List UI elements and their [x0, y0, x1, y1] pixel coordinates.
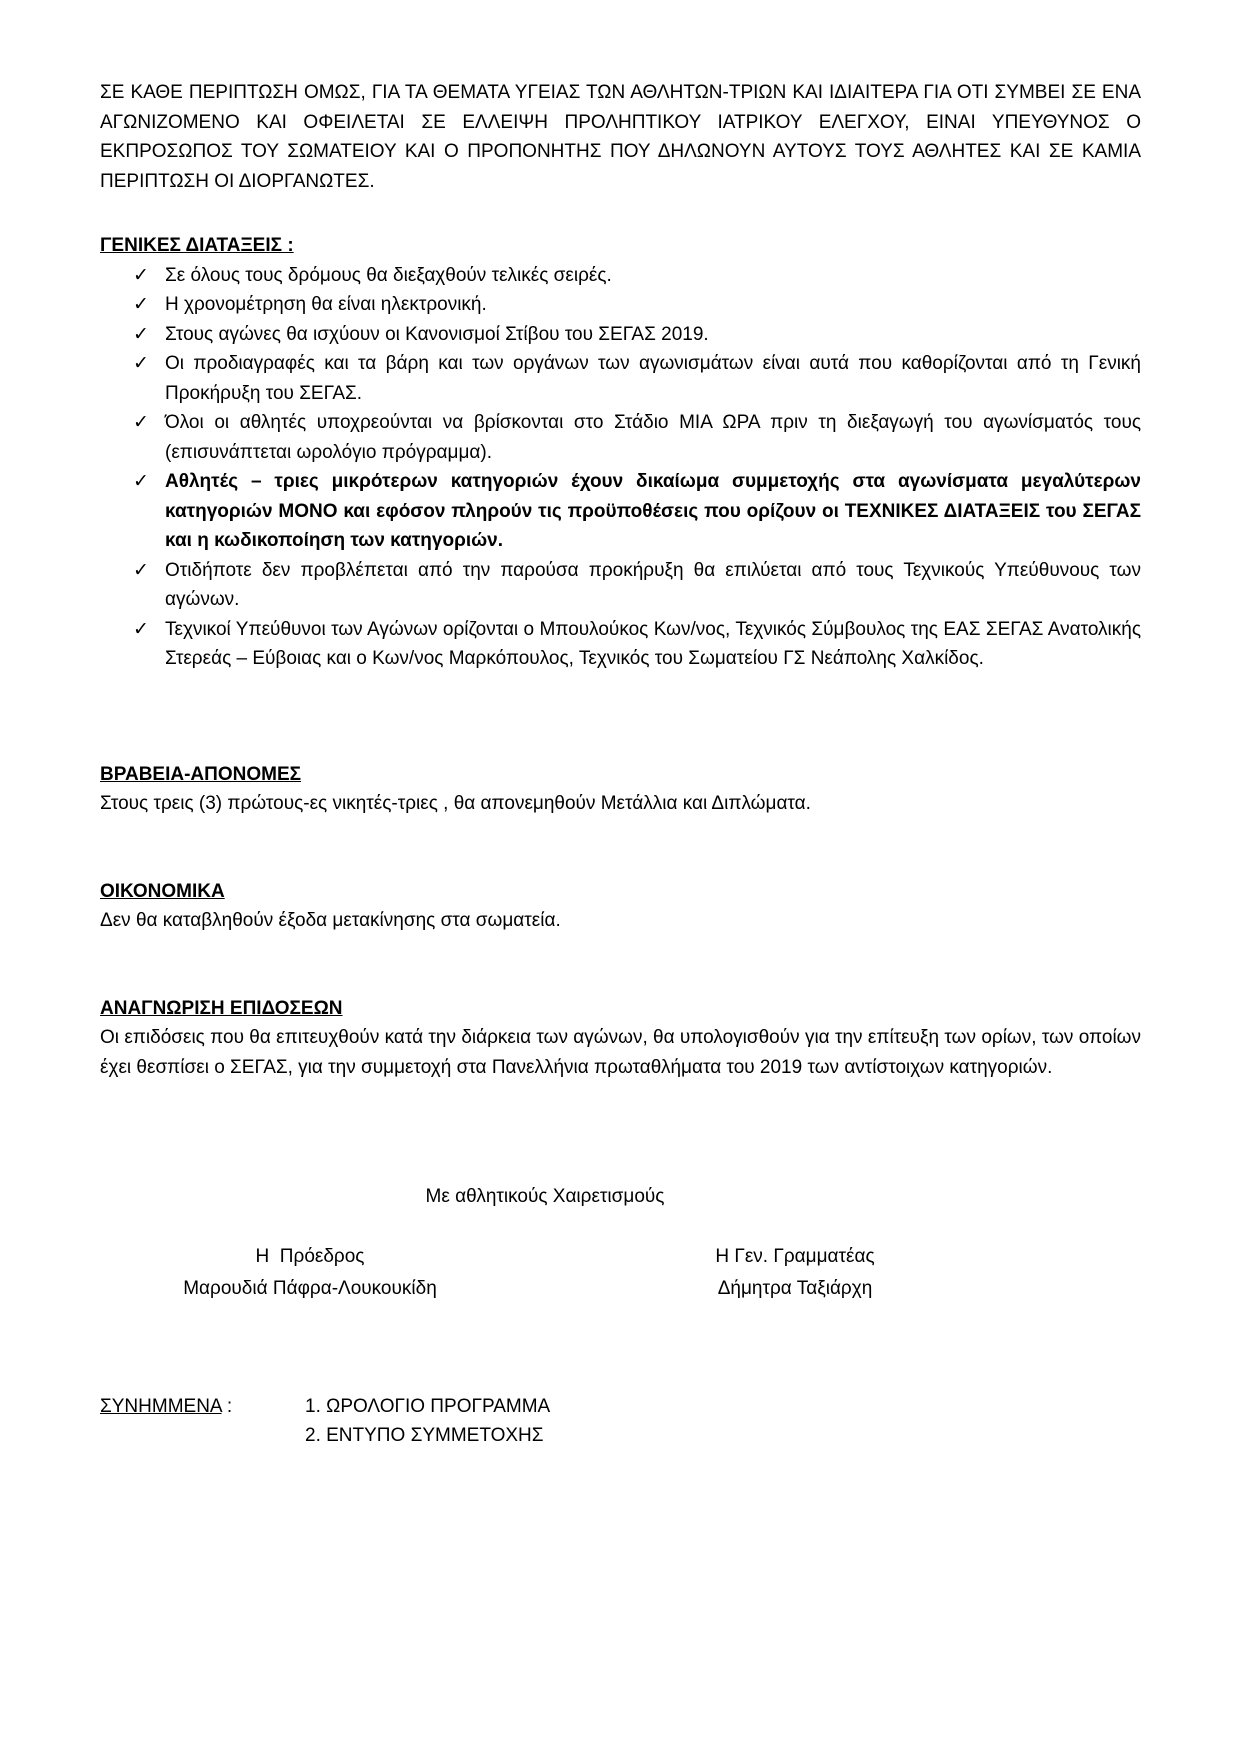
check-icon: ✓: [133, 412, 149, 433]
records-text: Οι επιδόσεις που θα επιτευχθούν κατά την διάρκεια των αγώνων, θα υπολογισθούν για την επίτευξη των ορίων, των οποίων έχει θεσπίσει ο ΣΕΓΑΣ, για την συμμετοχή στα Πανελλήνια πρωταθλήματα του 2019 των αντίστοιχων κατηγοριών.: [100, 1027, 1141, 1078]
checklist-item: [100, 408, 1141, 467]
check-icon: ✓: [133, 618, 149, 640]
checklist-item-text: Αθλητές – τριες μικρότερων κατηγοριών έχουν δικαίωμα συμμετοχής στα αγωνίσματα μεγαλύτερων κατηγοριών ΜΟΝΟ και εφόσον πληρούν τις προϋποθέσεις που ορίζουν οι ΤΕΧΝΙΚΕΣ ΔΙΑΤΑΞΕΙΣ του ΣΕΓΑΣ και η κωδικοποίηση των κατηγοριών.: [165, 471, 1141, 551]
salutation-text: Με αθλητικούς Χαιρετισμούς: [425, 1186, 665, 1207]
attachments-list: [305, 1392, 550, 1451]
secretary-signature: [635, 1242, 955, 1304]
signature-block: [100, 1242, 1141, 1304]
attachments-section: [100, 1392, 1141, 1451]
attachments-label: ΣΥΝΗΜΜΕΝΑ: [100, 1395, 222, 1417]
checklist-item-text: Όλοι οι αθλητές υποχρεούνται να βρίσκονται στο Στάδιο ΜΙΑ ΩΡΑ πριν τη διεξαγωγή του αγωνίσματός τους (επισυνάπτεται ωρολόγιο πρόγραμμα).: [165, 412, 1141, 463]
checklist-item: [100, 556, 1141, 615]
checklist-item-text: Οτιδήποτε δεν προβλέπεται από την παρούσα προκήρυξη θα επιλύεται από τους Τεχνικούς Υπεύθυνους των αγώνων.: [165, 559, 1141, 610]
president-name: Μαρουδιά Πάφρα-Λουκουκίδη: [183, 1278, 437, 1299]
general-provisions-heading: ΓΕΝΙΚΕΣ ΔΙΑΤΑΞΕΙΣ :: [100, 235, 294, 256]
attachments-label-cell: [100, 1392, 305, 1451]
intro-paragraph: ΣΕ ΚΑΘΕ ΠΕΡΙΠΤΩΣΗ ΟΜΩΣ, ΓΙΑ ΤΑ ΘΕΜΑΤΑ ΥΓΕΙΑΣ ΤΩΝ ΑΘΛΗΤΩΝ-ΤΡΙΩΝ ΚΑΙ ΙΔΙΑΙΤΕΡΑ ΓΙΑ ΟΤΙ ΣΥΜΒΕΙ ΣΕ ΕΝΑ ΑΓΩΝΙΖΟΜΕΝΟ ΚΑΙ ΟΦΕΙΛΕΤΑΙ ΣΕ ΕΛΛΕΙΨΗ ΠΡΟΛΗΠΤΙΚΟΥ ΙΑΤΡΙΚΟΥ ΕΛΕΓΧΟΥ, ΕΙΝΑΙ ΥΠΕΥΘΥΝΟΣ Ο ΕΚΠΡΟΣΩΠΟΣ ΤΟΥ ΣΩΜΑΤΕΙΟΥ ΚΑΙ Ο ΠΡΟΠΟΝΗΤΗΣ ΠΟΥ ΔΗΛΩΝΟΥΝ ΑΥΤΟΥΣ ΤΟΥΣ ΑΘΛΗΤΕΣ ΚΑΙ ΣΕ ΚΑΜΙΑ ΠΕΡΙΠΤΩΣΗ ΟΙ ΔΙΟΡΓΑΝΩΤΕΣ.: [100, 82, 1141, 192]
president-title: Η Πρόεδρος: [255, 1245, 365, 1267]
checklist-item-emphasized: [100, 467, 1141, 556]
financial-section: [100, 877, 1141, 936]
awards-section: [100, 760, 1141, 819]
president-signature: [140, 1242, 480, 1304]
checklist-item-text: Η χρονομέτρηση θα είναι ηλεκτρονική.: [165, 294, 487, 315]
checklist-item: [100, 349, 1141, 408]
check-icon: ✓: [133, 471, 149, 492]
records-heading: ΑΝΑΓΝΩΡΙΣΗ ΕΠΙΔΟΣΕΩΝ: [100, 997, 343, 1019]
check-icon: ✓: [133, 294, 149, 315]
attachments-colon: :: [221, 1395, 233, 1417]
checklist-item-text: Στους αγώνες θα ισχύουν οι Κανονισμοί Στίβου του ΣΕΓΑΣ 2019.: [165, 323, 709, 345]
financial-text: Δεν θα καταβληθούν έξοδα μετακίνησης στα σωματεία.: [100, 910, 561, 931]
check-icon: ✓: [133, 264, 149, 286]
secretary-title: Η Γεν. Γραμματέας: [715, 1245, 875, 1267]
checklist-item: [100, 615, 1141, 674]
awards-text: Στους τρεις (3) πρώτους-ες νικητές-τριες , θα απονεμηθούν Μετάλλια και Διπλώματα.: [100, 793, 811, 814]
check-icon: ✓: [133, 323, 149, 345]
checklist-item: [100, 290, 1141, 320]
financial-heading: ΟΙΚΟΝΟΜΙΚΑ: [100, 880, 225, 902]
checklist-item-text: Οι προδιαγραφές και τα βάρη και των οργάνων των αγωνισμάτων είναι αυτά που καθορίζονται από τη Γενική Προκήρυξη του ΣΕΓΑΣ.: [165, 353, 1141, 404]
awards-heading: ΒΡΑΒΕΙΑ-ΑΠΟΝΟΜΕΣ: [100, 763, 302, 785]
salutation: [100, 1182, 990, 1212]
checklist-item: [100, 261, 1141, 291]
check-icon: ✓: [133, 559, 149, 581]
attachment-item: 2. ΕΝΤΥΠΟ ΣΥΜΜΕΤΟΧΗΣ: [305, 1425, 544, 1446]
checklist-item-text: Σε όλους τους δρόμους θα διεξαχθούν τελικές σειρές.: [165, 264, 612, 286]
general-provisions-list: [100, 261, 1141, 674]
checklist-item: [100, 320, 1141, 350]
secretary-name: Δήμητρα Ταξιάρχη: [717, 1278, 873, 1299]
checklist-item-text: Τεχνικοί Υπεύθυνοι των Αγώνων ορίζονται ο Μπουλούκος Κων/νος, Τεχνικός Σύμβουλος της ΕΑΣ ΣΕΓΑΣ Ανατολικής Στερεάς – Εύβοιας και ο Κων/νος Μαρκόπουλος, Τεχνικός του Σωματείου ΓΣ Νεάπολης Χαλκίδος.: [165, 618, 1141, 669]
check-icon: ✓: [133, 353, 149, 374]
records-section: [100, 994, 1141, 1083]
attachment-item: 1. ΩΡΟΛΟΓΙΟ ΠΡΟΓΡΑΜΜΑ: [305, 1395, 551, 1417]
